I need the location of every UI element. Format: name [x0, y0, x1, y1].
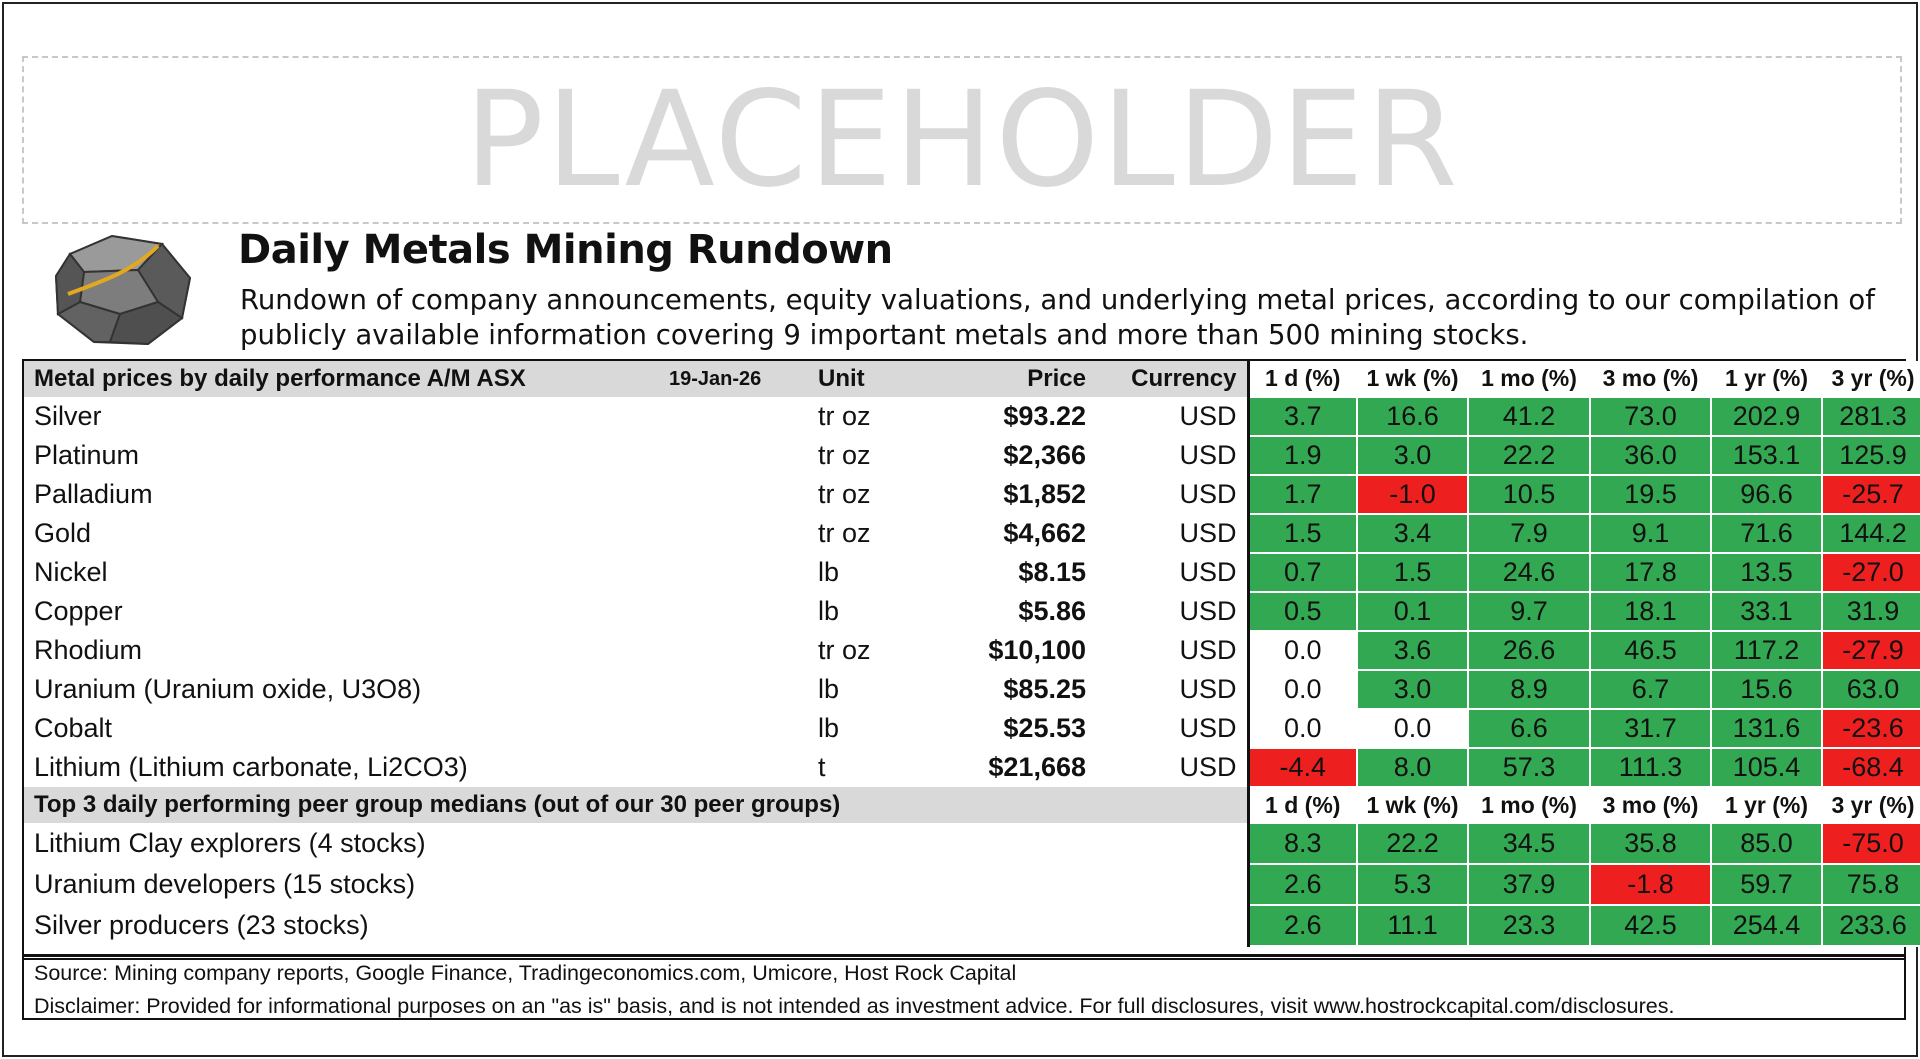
- metal-currency: USD: [1179, 752, 1237, 782]
- change-cell: 233.6: [1822, 905, 1920, 946]
- metal-currency: USD: [1179, 674, 1237, 704]
- col-header-period: 1 yr (%): [1711, 361, 1822, 397]
- change-cell: -4.4: [1248, 748, 1357, 787]
- table-row: [24, 670, 1920, 709]
- metals-header-row: [24, 361, 1920, 397]
- page-title: Daily Metals Mining Rundown: [238, 227, 893, 273]
- change-cell: 18.1: [1590, 592, 1711, 631]
- change-cell: 75.8: [1822, 864, 1920, 905]
- change-cell: 6.7: [1590, 670, 1711, 709]
- metal-currency: USD: [1179, 557, 1237, 587]
- peer-header-row: [24, 787, 1920, 823]
- metal-name: Gold: [34, 518, 92, 548]
- change-cell: 23.3: [1468, 905, 1590, 946]
- metal-currency: USD: [1179, 440, 1237, 470]
- metal-price: $93.22: [1003, 401, 1086, 431]
- peer-group-name: Silver producers (23 stocks): [34, 910, 369, 940]
- metal-unit: tr oz: [818, 440, 871, 470]
- change-cell: 9.1: [1590, 514, 1711, 553]
- col-header-period: 1 d (%): [1248, 361, 1357, 397]
- metal-currency: USD: [1179, 401, 1237, 431]
- banner-placeholder: [22, 56, 1902, 224]
- change-cell: 26.6: [1468, 631, 1590, 670]
- metal-unit: lb: [818, 557, 840, 587]
- metals-table-container: [22, 359, 1915, 960]
- metal-unit: tr oz: [818, 479, 871, 509]
- metal-price: $10,100: [988, 635, 1086, 665]
- col-header-period: 3 mo (%): [1590, 787, 1711, 823]
- spacer-cell: [669, 436, 814, 475]
- table-row: [24, 553, 1920, 592]
- footer: [22, 954, 1906, 1020]
- metal-name: Rhodium: [34, 635, 143, 665]
- table-row: [24, 905, 1920, 946]
- change-cell: 3.6: [1357, 631, 1468, 670]
- change-cell: -27.9: [1822, 631, 1920, 670]
- change-cell: 11.1: [1357, 905, 1468, 946]
- change-cell: 3.4: [1357, 514, 1468, 553]
- change-cell: -27.0: [1822, 553, 1920, 592]
- metal-currency: USD: [1179, 713, 1237, 743]
- change-cell: 24.6: [1468, 553, 1590, 592]
- col-header-currency: Currency: [1094, 361, 1248, 397]
- col-header-period: 1 mo (%): [1468, 361, 1590, 397]
- change-cell: 0.0: [1248, 670, 1357, 709]
- change-cell: 17.8: [1590, 553, 1711, 592]
- change-cell: 0.0: [1248, 631, 1357, 670]
- spacer-cell: [669, 709, 814, 748]
- change-cell: 105.4: [1711, 748, 1822, 787]
- change-cell: 8.3: [1248, 823, 1357, 864]
- metal-price: $8.15: [1018, 557, 1086, 587]
- change-cell: 6.6: [1468, 709, 1590, 748]
- metal-name: Nickel: [34, 557, 108, 587]
- metal-price: $4,662: [1003, 518, 1086, 548]
- col-header-period: 1 wk (%): [1357, 787, 1468, 823]
- change-cell: 0.1: [1357, 592, 1468, 631]
- change-cell: 2.6: [1248, 864, 1357, 905]
- placeholder-text: PLACEHOLDER: [464, 63, 1460, 217]
- spacer-cell: [669, 748, 814, 787]
- peer-group-name: Uranium developers (15 stocks): [34, 869, 416, 899]
- col-header-period: 3 yr (%): [1822, 361, 1920, 397]
- metal-name: Platinum: [34, 440, 140, 470]
- change-cell: -25.7: [1822, 475, 1920, 514]
- change-cell: 0.7: [1248, 553, 1357, 592]
- change-cell: 37.9: [1468, 864, 1590, 905]
- change-cell: 117.2: [1711, 631, 1822, 670]
- change-cell: 1.9: [1248, 436, 1357, 475]
- change-cell: 36.0: [1590, 436, 1711, 475]
- change-cell: -1.0: [1357, 475, 1468, 514]
- change-cell: 22.2: [1468, 436, 1590, 475]
- change-cell: 33.1: [1711, 592, 1822, 631]
- col-header-price: Price: [954, 361, 1094, 397]
- change-cell: 1.5: [1248, 514, 1357, 553]
- metal-currency: USD: [1179, 479, 1237, 509]
- metal-unit: tr oz: [818, 401, 871, 431]
- metal-unit: tr oz: [818, 635, 871, 665]
- change-cell: 31.7: [1590, 709, 1711, 748]
- spacer-cell: [669, 592, 814, 631]
- change-cell: 7.9: [1468, 514, 1590, 553]
- col-header-unit: Unit: [814, 361, 954, 397]
- metal-price: $5.86: [1018, 596, 1086, 626]
- metal-name: Uranium (Uranium oxide, U3O8): [34, 674, 422, 704]
- table-row: [24, 823, 1920, 864]
- source-note: Source: Mining company reports, Google Finance, Tradingeconomics.com, Umicore, Host Rock Capital: [34, 961, 1017, 985]
- change-cell: 8.9: [1468, 670, 1590, 709]
- change-cell: 3.0: [1357, 436, 1468, 475]
- change-cell: 9.7: [1468, 592, 1590, 631]
- metal-unit: lb: [818, 596, 840, 626]
- spacer-cell: [669, 397, 814, 436]
- metal-name: Lithium (Lithium carbonate, Li2CO3): [34, 752, 468, 782]
- table-row: [24, 709, 1920, 748]
- change-cell: 202.9: [1711, 397, 1822, 436]
- metal-price: $25.53: [1003, 713, 1086, 743]
- change-cell: 131.6: [1711, 709, 1822, 748]
- peer-table-title: Top 3 daily performing peer group medians (out of our 30 peer groups): [24, 787, 1248, 823]
- metal-name: Palladium: [34, 479, 153, 509]
- spacer-cell: [669, 631, 814, 670]
- change-cell: -75.0: [1822, 823, 1920, 864]
- change-cell: 1.5: [1357, 553, 1468, 592]
- disclaimer-note: Disclaimer: Provided for informational purposes on an "as is" basis, and is not intended as investment advice. For full disclosures, visit www.hostrockcapital.com/disclosures.: [34, 994, 1675, 1018]
- table-row: [24, 631, 1920, 670]
- col-header-period: 1 yr (%): [1711, 787, 1822, 823]
- change-cell: 1.7: [1248, 475, 1357, 514]
- change-cell: -23.6: [1822, 709, 1920, 748]
- change-cell: 22.2: [1357, 823, 1468, 864]
- metal-price: $21,668: [988, 752, 1086, 782]
- change-cell: 96.6: [1711, 475, 1822, 514]
- change-cell: 15.6: [1711, 670, 1822, 709]
- change-cell: 85.0: [1711, 823, 1822, 864]
- col-header-period: 1 wk (%): [1357, 361, 1468, 397]
- metal-unit: t: [818, 752, 826, 782]
- change-cell: 3.0: [1357, 670, 1468, 709]
- metal-unit: tr oz: [818, 518, 871, 548]
- change-cell: 73.0: [1590, 397, 1711, 436]
- spacer-cell: [669, 514, 814, 553]
- metal-name: Silver: [34, 401, 102, 431]
- change-cell: 16.6: [1357, 397, 1468, 436]
- change-cell: 41.2: [1468, 397, 1590, 436]
- change-cell: 144.2: [1822, 514, 1920, 553]
- spacer-cell: [669, 553, 814, 592]
- change-cell: 71.6: [1711, 514, 1822, 553]
- change-cell: 111.3: [1590, 748, 1711, 787]
- metal-unit: lb: [818, 713, 840, 743]
- rock-nugget-icon: [50, 232, 200, 352]
- metals-table: [24, 361, 1920, 947]
- page-subtitle: Rundown of company announcements, equity valuations, and underlying metal prices, according to our compilation of publicly available information covering 9 important metals and more than 500 mining stocks.: [240, 284, 1875, 351]
- table-row: [24, 748, 1920, 787]
- change-cell: 46.5: [1590, 631, 1711, 670]
- change-cell: -68.4: [1822, 748, 1920, 787]
- change-cell: 125.9: [1822, 436, 1920, 475]
- col-header-period: 1 mo (%): [1468, 787, 1590, 823]
- change-cell: 5.3: [1357, 864, 1468, 905]
- change-cell: 0.0: [1248, 709, 1357, 748]
- col-header-period: 1 d (%): [1248, 787, 1357, 823]
- change-cell: 19.5: [1590, 475, 1711, 514]
- rundown-card: [2, 2, 1918, 1057]
- table-row: [24, 514, 1920, 553]
- change-cell: 31.9: [1822, 592, 1920, 631]
- change-cell: 8.0: [1357, 748, 1468, 787]
- metal-currency: USD: [1179, 518, 1237, 548]
- metal-name: Cobalt: [34, 713, 113, 743]
- change-cell: 59.7: [1711, 864, 1822, 905]
- change-cell: 13.5: [1711, 553, 1822, 592]
- change-cell: 57.3: [1468, 748, 1590, 787]
- change-cell: 2.6: [1248, 905, 1357, 946]
- spacer-cell: [669, 670, 814, 709]
- change-cell: 0.5: [1248, 592, 1357, 631]
- metal-name: Copper: [34, 596, 123, 626]
- metal-price: $1,852: [1003, 479, 1086, 509]
- change-cell: 10.5: [1468, 475, 1590, 514]
- change-cell: 35.8: [1590, 823, 1711, 864]
- table-row: [24, 475, 1920, 514]
- metals-table-title: Metal prices by daily performance A/M ASX: [24, 361, 669, 397]
- change-cell: 254.4: [1711, 905, 1822, 946]
- peer-group-name: Lithium Clay explorers (4 stocks): [34, 828, 426, 858]
- change-cell: 0.0: [1357, 709, 1468, 748]
- change-cell: 153.1: [1711, 436, 1822, 475]
- table-row: [24, 397, 1920, 436]
- table-row: [24, 592, 1920, 631]
- change-cell: 42.5: [1590, 905, 1711, 946]
- table-date: 19-Jan-26: [669, 361, 814, 397]
- metal-unit: lb: [818, 674, 840, 704]
- metal-price: $85.25: [1003, 674, 1086, 704]
- change-cell: 281.3: [1822, 397, 1920, 436]
- change-cell: 63.0: [1822, 670, 1920, 709]
- change-cell: -1.8: [1590, 864, 1711, 905]
- table-row: [24, 436, 1920, 475]
- table-row: [24, 864, 1920, 905]
- change-cell: 34.5: [1468, 823, 1590, 864]
- spacer-cell: [669, 475, 814, 514]
- metal-currency: USD: [1179, 635, 1237, 665]
- metal-price: $2,366: [1003, 440, 1086, 470]
- col-header-period: 3 mo (%): [1590, 361, 1711, 397]
- col-header-period: 3 yr (%): [1822, 787, 1920, 823]
- change-cell: 3.7: [1248, 397, 1357, 436]
- metal-currency: USD: [1179, 596, 1237, 626]
